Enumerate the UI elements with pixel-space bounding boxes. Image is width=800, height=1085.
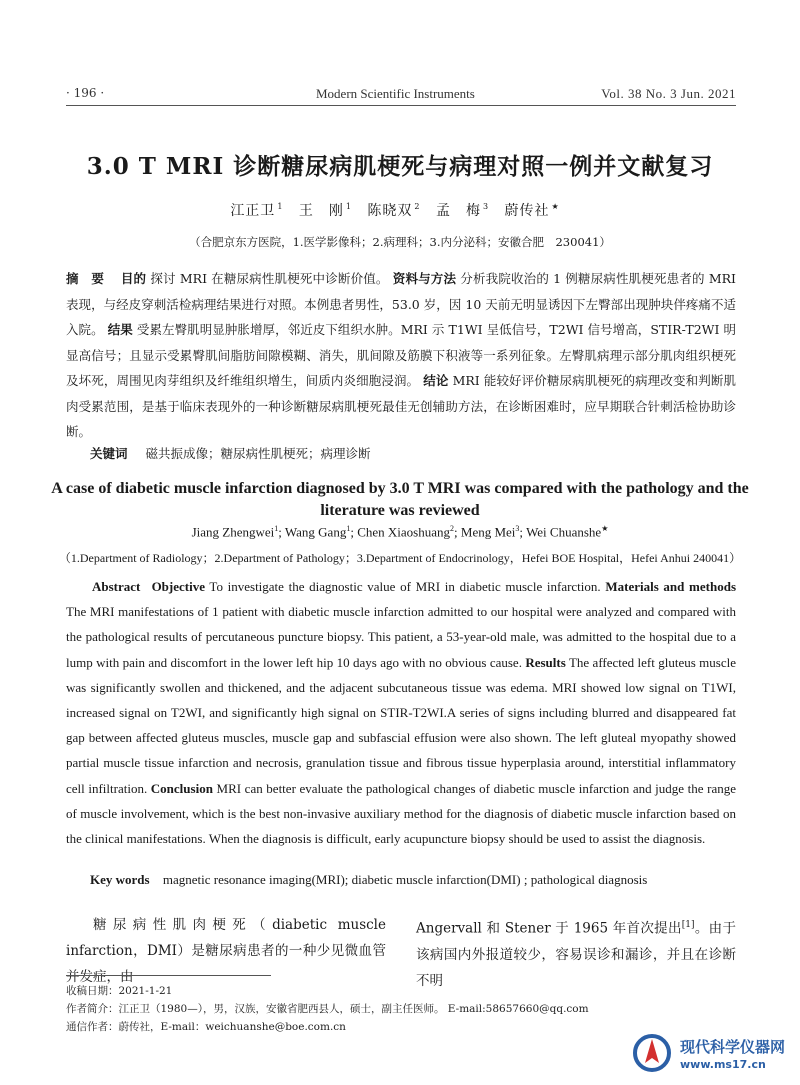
author-cn: 王 刚 [298, 203, 344, 219]
results-cn: 受累左臀肌明显肿胀增厚，邻近皮下组织水肿。MRI 示 T1WI 呈低信号，T2WI 信号增高，STIR-T2WI 明显高信号；且显示受累臀肌间脂肪间隙模糊、消失，肌间隙及筋膜下积液等一系列征象。左臀肌病理示部分肌肉组织梗死及坏死，周围见肉芽组织及纤维组织增生，间质内炎细胞浸润。 [66, 322, 736, 388]
objective-cn-label: 目的 [120, 271, 147, 286]
watermark-name: 现代科学仪器网 [680, 1038, 786, 1056]
citation-ref[interactable]: [1] [681, 920, 695, 930]
objective-en-label: Objective [151, 579, 205, 594]
title-en: A case of diabetic muscle infarction diagnosed by 3.0 T MRI was compared with the pathology and the literature was reviewed [51, 480, 749, 519]
footnote-corresponding: 通信作者：蔚传社，E-mail：weichuanshe@boe.com.cn [66, 1021, 346, 1033]
author-cn: 江正卫 [230, 203, 276, 219]
body-column-right [416, 912, 736, 994]
keywords-en-label: Key words [90, 872, 150, 887]
body-right-text-cont: 。由于该病国内外报道较少，容易误诊和漏诊，并且在诊断不明 [416, 920, 737, 989]
body-column-left: 糖尿病性肌肉梗死（diabetic muscle infarction，DMI）是糖尿病患者的一种少见微血管并发症，由 [66, 917, 386, 985]
results-cn-label: 结果 [107, 322, 133, 337]
watermark [632, 1030, 792, 1080]
header-rule [66, 105, 736, 106]
watermark-url: www.ms17.cn [680, 1058, 766, 1071]
authors-cn: 江正卫 $^1$ 王 刚 $^1$ 陈晓双 $^2$ 孟 梅 $^3$ 蔚传社 ★ [230, 202, 560, 219]
watermark-logo-icon [632, 1033, 672, 1073]
methods-en-label: Materials and methods [605, 579, 737, 594]
conclusion-en-label: Conclusion [150, 780, 213, 796]
author-en: Wang Gang [284, 524, 347, 540]
abstract-en [66, 574, 736, 851]
keywords-cn-text: 磁共振成像；糖尿病性肌梗死；病理诊断 [145, 446, 371, 461]
keywords-en-text: magnetic resonance imaging(MRI); diabetic muscle infarction(DMI) ; pathological diagnosis [162, 872, 648, 887]
author-en: Jiang Zhengwei [191, 524, 275, 540]
keywords-cn-label: 关键词 [90, 446, 128, 461]
author-en: Meng Mei [460, 524, 516, 540]
author-cn: 蔚传社 [504, 203, 550, 219]
footnote-author-info: 作者简介：江正卫（1980—），男，汉族，安徽省肥西县人，硕士，副主任医师。 E-mail:58657660@qq.com [66, 1003, 589, 1015]
abstract-en-label: Abstract [92, 579, 141, 594]
keywords-en [90, 872, 647, 888]
body-right-text: Angervall 和 Stener 于 1965 年首次提出 [416, 920, 682, 937]
results-en: The affected left gluteus muscle was significantly swollen and thickened, and the adjacent subcutaneous tissue was edema. MRI showed low signal on T1WI, increased signal on T2WI, and significantly high signal on STIR-T2WI.A series of signs including blurred and disappeared fat gap between affected gluteus muscles, muscle gap and subfascial effusion were also shown. The left gluteal myopathy showed partial muscle tissue infarction and necrosis, granulation tissue and fibrous tissue hyperplasia around, interstitial inflammatory cell infiltration. [66, 654, 737, 796]
conclusion-cn: MRI 能较好评价糖尿病肌梗死的病理改变和判断肌肉受累范围，是基于临床表现外的一种诊断糖尿病肌梗死最佳无创辅助方法，在诊断困难时，应早期联合针刺活检协助诊断。 [66, 373, 736, 439]
methods-cn-label: 资料与方法 [392, 271, 457, 286]
abstract-cn [66, 266, 736, 445]
footnote-rule [66, 975, 271, 976]
author-en: Wei Chuanshe [526, 524, 602, 540]
author-cn: 陈晓双 [367, 203, 413, 219]
running-header [66, 86, 736, 104]
conclusion-en: MRI can better evaluate the pathological changes of diabetic muscle infarction and judge the range of muscle involvement, which is the best non-invasive auxiliary method for the diagnosis of diabetic muscle infarction based on the clinical manifestations. When the diagnosis is difficult, early acupuncture biopsy should be used to assist the diagnosis. [66, 780, 736, 847]
author-cn: 孟 梅 [435, 203, 481, 219]
authors-en: Jiang Zhengwei$^1$; Wang Gang$^1$; Chen Xiaoshuang$^2$; Meng Mei$^3$; Wei Chuanshe★ [191, 524, 609, 540]
abstract-cn-label: 摘 要 [66, 271, 105, 286]
keywords-cn [90, 444, 371, 462]
conclusion-cn-label: 结论 [423, 373, 449, 388]
issue-info: Vol. 38 No. 3 Jun. 2021 [601, 86, 736, 101]
affiliation-cn: （合肥京东方医院，1.医学影像科；2.病理科；3.内分泌科；安徽合肥 230041） [189, 235, 611, 249]
journal-name: Modern Scientific Instruments [316, 86, 475, 101]
methods-en: The MRI manifestations of 1 patient with diabetic muscle infarction admitted to our hospital were analyzed and compared with the pathological results of percutaneous puncture biopsy. This patient, a 53-year-old male, was admitted to the hospital due to a lump with pain and discomfort in the lower left hip 10 days ago with no obvious cause. [66, 604, 736, 670]
author-en: Chen Xiaoshuang [357, 524, 451, 540]
footnote-received: 收稿日期：2021-1-21 [66, 985, 173, 997]
affiliation-en: （1.Department of Radiology；2.Department of Pathology；3.Department of Endocrinology，Hefei BOE Hospital，Hefei Anhui 240041） [58, 551, 742, 565]
results-en-label: Results [525, 654, 566, 670]
page-number: · 196 · [66, 86, 105, 100]
objective-en: To investigate the diagnostic value of MRI in diabetic muscle infarction. [209, 579, 601, 594]
title-cn: 3.0 T MRI 诊断糖尿病肌梗死与病理对照一例并文献复习 [86, 153, 714, 180]
objective-cn: 探讨 MRI 在糖尿病性肌梗死中诊断价值。 [150, 271, 389, 286]
methods-cn: 分析我院收治的 1 例糖尿病性肌梗死患者的 MRI 表现，与经皮穿刺活检病理结果进行对照。本例患者男性，53.0 岁，因 10 天前无明显诱因下左臀部出现肿块伴疼痛不适入院。 [66, 271, 736, 337]
